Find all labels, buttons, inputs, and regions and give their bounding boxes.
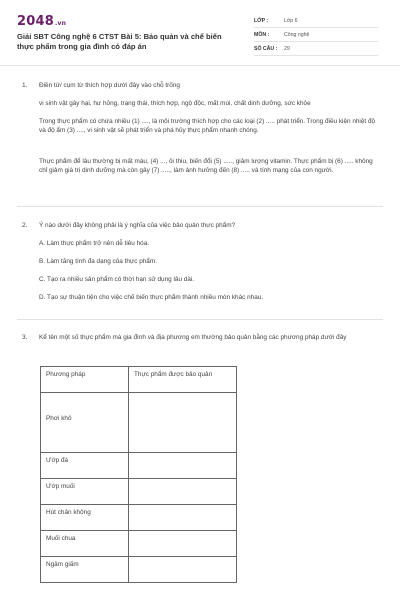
meta-label: SỐ CÂU : (254, 45, 278, 52)
page-header (0, 0, 400, 66)
meta-value: Lớp 6 (284, 17, 298, 24)
table-row (41, 453, 237, 479)
meta-row-class (254, 14, 378, 28)
answer-cell[interactable] (129, 557, 237, 583)
meta-label: MÔN : (254, 31, 270, 38)
table-header-row (41, 367, 237, 393)
logo-suffix: .vn (54, 20, 67, 27)
section-divider (17, 319, 383, 320)
method-cell: Ướp đá (41, 453, 129, 479)
method-cell: Phơi khô (41, 393, 129, 453)
answer-option: D. Tạo sự thuận tiện cho việc chế biến thực phẩm thành nhiều món khác nhau. (39, 294, 264, 301)
method-cell: Ngâm giấm (41, 557, 129, 583)
question-paragraph: Thực phẩm để lâu thường bị mất màu, (4) ..., ôi thiu, biến đổi (5) ....., giảm lượng vitamin. Thực phẩm bị (6) ..... không chỉ giảm giá trị dinh dưỡng mà còn gây (7) ....., làm ảnh hưởng đến (8) ..... và tính mạng của con người. (39, 158, 373, 174)
answer-option: C. Tạo ra nhiều sản phẩm có thời hạn sử dụng lâu dài. (39, 276, 195, 283)
meta-row-question-count (254, 42, 378, 56)
question-number: 1. (22, 82, 28, 89)
answer-cell[interactable] (129, 453, 237, 479)
table-row (41, 479, 237, 505)
word-bank: vi sinh vật gây hại, hư hỏng, trạng thái, thích hợp, ngộ độc, mất mùi, chất dinh dưỡng, sức khỏe (39, 100, 311, 107)
answer-cell[interactable] (129, 393, 237, 453)
question-prompt: Điền từ/ cụm từ thích hợp dưới đây vào chỗ trống (39, 82, 180, 89)
answer-cell[interactable] (129, 531, 237, 557)
answer-option: A. Làm thực phẩm trở nên dễ tiêu hóa. (39, 240, 150, 247)
answer-cell[interactable] (129, 479, 237, 505)
method-cell: Hút chân không (41, 505, 129, 531)
meta-row-subject (254, 28, 378, 42)
meta-panel (254, 14, 378, 56)
question-number: 3. (22, 334, 28, 341)
question-prompt: Ý nào dưới đây không phải là ý nghĩa của việc bảo quản thực phẩm? (39, 222, 236, 229)
section-divider (17, 206, 383, 207)
table-row (41, 557, 237, 583)
table-row (41, 505, 237, 531)
meta-value: 29 (284, 45, 290, 52)
method-cell: Ướp muối (41, 479, 129, 505)
question-2 (22, 222, 380, 332)
site-logo[interactable] (17, 14, 66, 29)
meta-label: LỚP : (254, 17, 269, 24)
document-body (0, 66, 400, 600)
table-header-cell: Phương pháp (41, 367, 129, 393)
table-header-cell: Thực phẩm được bảo quản (129, 367, 237, 393)
question-1 (22, 82, 380, 232)
method-cell: Muối chua (41, 531, 129, 557)
meta-value: Công nghệ (284, 31, 310, 38)
logo-text: 2048 (17, 14, 54, 29)
table-row (41, 393, 237, 453)
table-row (41, 531, 237, 557)
answer-option: B. Làm tăng tính đa dạng của thực phẩm. (39, 258, 157, 265)
methods-table (40, 366, 237, 583)
question-paragraph: Trong thực phẩm có chứa nhiều (1) ...., là môi trường thích hợp cho các loại (2) ..... phát triển. Trong điều kiện nhiệt độ và độ ẩm (3) ...., vi sinh vật sẽ phát triển và phá hủy thực phẩm nhanh chóng. (39, 118, 376, 134)
question-prompt: Kể tên một số thực phẩm mà gia đình và địa phương em thường bảo quản bằng các phương pháp dưới đây (39, 334, 347, 341)
answer-cell[interactable] (129, 505, 237, 531)
question-number: 2. (22, 222, 28, 229)
document-title: Giải SBT Công nghệ 6 CTST Bài 5: Bảo quản và chế biến thực phẩm trong gia đình có đáp án (17, 32, 222, 51)
